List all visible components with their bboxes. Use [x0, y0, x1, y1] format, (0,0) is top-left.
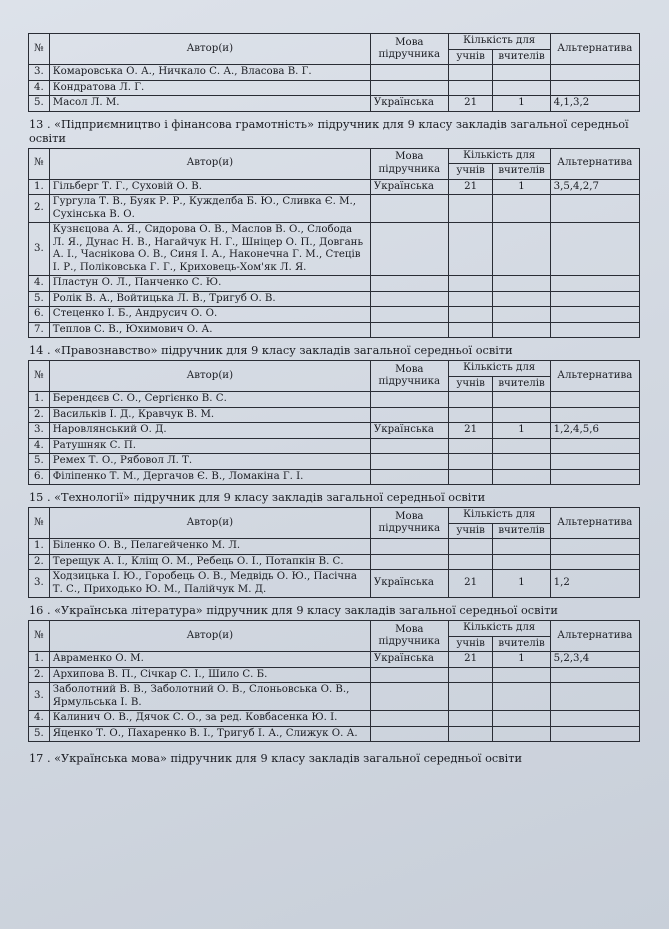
- alternative-cell: [550, 65, 639, 81]
- row-number: 5.: [29, 726, 50, 742]
- row-number: 2.: [29, 407, 50, 423]
- author-cell: Васильків І. Д., Кравчук В. М.: [49, 407, 370, 423]
- section-12-body: [29, 65, 640, 112]
- language-cell: [370, 469, 448, 485]
- students-count-cell: [448, 291, 493, 307]
- row-number: 5.: [29, 291, 50, 307]
- section-15-table: [28, 507, 640, 598]
- language-cell: [370, 223, 448, 276]
- header-teachers: вчителів: [493, 49, 550, 65]
- row-number: 2.: [29, 195, 50, 223]
- row-number: 5.: [29, 454, 50, 470]
- row-number: 1.: [29, 539, 50, 555]
- table-row: [29, 554, 640, 570]
- language-cell: [370, 392, 448, 408]
- students-count-cell: [448, 276, 493, 292]
- header-alt: Альтернатива: [550, 148, 639, 179]
- teachers-count-cell: [493, 195, 550, 223]
- alternative-cell: 4,1,3,2: [550, 96, 639, 112]
- section-14-title: 14 . «Правознавство» підручник для 9 класу закладів загальної середньої освіти: [29, 344, 513, 357]
- header-lang: Мова підручника: [370, 361, 448, 392]
- row-number: 4.: [29, 711, 50, 727]
- row-number: 3.: [29, 65, 50, 81]
- header-students: учнів: [448, 376, 493, 392]
- section-16-body: [29, 652, 640, 742]
- students-count-cell: [448, 195, 493, 223]
- students-count-cell: [448, 223, 493, 276]
- alternative-cell: [550, 539, 639, 555]
- row-number: 3.: [29, 570, 50, 598]
- row-number: 1.: [29, 652, 50, 668]
- author-cell: Терещук А. І., Кліщ О. М., Ребець О. І., Потапкін В. С.: [49, 554, 370, 570]
- row-number: 6.: [29, 469, 50, 485]
- students-count-cell: [448, 65, 493, 81]
- row-number: 2.: [29, 554, 50, 570]
- alternative-cell: 5,2,3,4: [550, 652, 639, 668]
- alternative-cell: [550, 454, 639, 470]
- language-cell: [370, 454, 448, 470]
- alternative-cell: [550, 276, 639, 292]
- teachers-count-cell: 1: [493, 423, 550, 439]
- row-number: 5.: [29, 96, 50, 112]
- section-15-title: 15 . «Технології» підручник для 9 класу закладів загальної середньої освіти: [29, 491, 486, 504]
- header-alt: Альтернатива: [550, 34, 639, 65]
- language-cell: [370, 554, 448, 570]
- teachers-count-cell: [493, 276, 550, 292]
- teachers-count-cell: 1: [493, 96, 550, 112]
- alternative-cell: [550, 223, 639, 276]
- header-num: №: [29, 621, 50, 652]
- table-row: [29, 438, 640, 454]
- alternative-cell: [550, 392, 639, 408]
- author-cell: Калинич О. В., Дячок С. О., за ред. Ковбасенка Ю. І.: [49, 711, 370, 727]
- language-cell: [370, 667, 448, 683]
- header-lang: Мова підручника: [370, 621, 448, 652]
- header-author: Автор(и): [49, 508, 370, 539]
- header-teachers: вчителів: [493, 636, 550, 652]
- author-cell: Біленко О. В., Пелагейченко М. Л.: [49, 539, 370, 555]
- table-row: [29, 667, 640, 683]
- teachers-count-cell: [493, 80, 550, 96]
- author-cell: Кондратова Л. Г.: [49, 80, 370, 96]
- row-number: 7.: [29, 322, 50, 338]
- author-cell: Ратушняк С. П.: [49, 438, 370, 454]
- author-cell: Гільберг Т. Г., Суховій О. В.: [49, 179, 370, 195]
- author-cell: Берендєєв С. О., Сергієнко В. С.: [49, 392, 370, 408]
- alternative-cell: [550, 291, 639, 307]
- students-count-cell: [448, 392, 493, 408]
- table-row: [29, 683, 640, 711]
- document-content: [28, 33, 642, 768]
- author-cell: Комаровська О. А., Ничкало С. А., Власова В. Г.: [49, 65, 370, 81]
- alternative-cell: [550, 307, 639, 323]
- table-header: [29, 621, 640, 652]
- table-row: [29, 407, 640, 423]
- language-cell: [370, 711, 448, 727]
- students-count-cell: [448, 539, 493, 555]
- section-16-title: 16 . «Українська література» підручник для 9 класу закладів загальної середньої освіти: [29, 604, 558, 617]
- language-cell: [370, 65, 448, 81]
- table-row: [29, 469, 640, 485]
- students-count-cell: [448, 554, 493, 570]
- section-13-title: 13 . «Підприємництво і фінансова грамотність» підручник для 9 класу закладів загальної середньої освіти: [29, 117, 629, 145]
- header-num: №: [29, 508, 50, 539]
- header-students: учнів: [448, 49, 493, 65]
- header-teachers: вчителів: [493, 164, 550, 180]
- language-cell: Українська: [370, 96, 448, 112]
- header-author: Автор(и): [49, 148, 370, 179]
- students-count-cell: [448, 322, 493, 338]
- author-cell: Теплов С. В., Юхимович О. А.: [49, 322, 370, 338]
- header-count: Кількість для: [448, 34, 550, 50]
- language-cell: [370, 438, 448, 454]
- students-count-cell: 21: [448, 652, 493, 668]
- header-count: Кількість для: [448, 361, 550, 377]
- teachers-count-cell: [493, 291, 550, 307]
- header-lang: Мова підручника: [370, 508, 448, 539]
- language-cell: [370, 683, 448, 711]
- table-row: [29, 392, 640, 408]
- students-count-cell: [448, 711, 493, 727]
- section-13-body: [29, 179, 640, 338]
- students-count-cell: [448, 683, 493, 711]
- students-count-cell: 21: [448, 179, 493, 195]
- table-header: [29, 34, 640, 65]
- alternative-cell: 1,2: [550, 570, 639, 598]
- header-author: Автор(и): [49, 34, 370, 65]
- language-cell: [370, 276, 448, 292]
- alternative-cell: [550, 438, 639, 454]
- table-row: [29, 195, 640, 223]
- header-teachers: вчителів: [493, 376, 550, 392]
- language-cell: Українська: [370, 423, 448, 439]
- author-cell: Ремех Т. О., Рябовол Л. Т.: [49, 454, 370, 470]
- students-count-cell: [448, 726, 493, 742]
- header-author: Автор(и): [49, 621, 370, 652]
- alternative-cell: [550, 711, 639, 727]
- header-lang: Мова підручника: [370, 148, 448, 179]
- alternative-cell: [550, 683, 639, 711]
- header-num: №: [29, 361, 50, 392]
- table-row: [29, 539, 640, 555]
- row-number: 4.: [29, 276, 50, 292]
- teachers-count-cell: 1: [493, 570, 550, 598]
- students-count-cell: [448, 667, 493, 683]
- author-cell: Яценко Т. О., Пахаренко В. І., Тригуб І. А., Слижук О. А.: [49, 726, 370, 742]
- author-cell: Ходзицька І. Ю., Горобець О. В., Медвідь О. Ю., Пасічна Т. С., Приходько Ю. М., Палійчук М. Д.: [49, 570, 370, 598]
- row-number: 3.: [29, 683, 50, 711]
- language-cell: [370, 195, 448, 223]
- table-row: [29, 307, 640, 323]
- section-15-body: [29, 539, 640, 598]
- header-students: учнів: [448, 164, 493, 180]
- teachers-count-cell: [493, 322, 550, 338]
- language-cell: [370, 726, 448, 742]
- table-row: [29, 322, 640, 338]
- author-cell: Філіпенко Т. М., Дергачов Є. В., Ломакіна Г. І.: [49, 469, 370, 485]
- students-count-cell: 21: [448, 96, 493, 112]
- students-count-cell: [448, 469, 493, 485]
- author-cell: Наровлянський О. Д.: [49, 423, 370, 439]
- students-count-cell: [448, 307, 493, 323]
- alternative-cell: [550, 554, 639, 570]
- alternative-cell: [550, 407, 639, 423]
- row-number: 3.: [29, 223, 50, 276]
- table-row: [29, 96, 640, 112]
- author-cell: Заболотний В. В., Заболотний О. В., Слоньовська О. В., Ярмульська І. В.: [49, 683, 370, 711]
- table-row: [29, 276, 640, 292]
- header-students: учнів: [448, 523, 493, 539]
- teachers-count-cell: [493, 711, 550, 727]
- table-header: [29, 148, 640, 179]
- author-cell: Авраменко О. М.: [49, 652, 370, 668]
- header-lang: Мова підручника: [370, 34, 448, 65]
- header-count: Кількість для: [448, 508, 550, 524]
- section-17-title: 17 . «Українська мова» підручник для 9 класу закладів загальної середньої освіти: [29, 752, 523, 765]
- language-cell: Українська: [370, 570, 448, 598]
- author-cell: Пластун О. Л., Панченко С. Ю.: [49, 276, 370, 292]
- table-row: [29, 423, 640, 439]
- table-row: [29, 454, 640, 470]
- language-cell: [370, 407, 448, 423]
- teachers-count-cell: [493, 469, 550, 485]
- alternative-cell: 3,5,4,2,7: [550, 179, 639, 195]
- teachers-count-cell: [493, 223, 550, 276]
- language-cell: Українська: [370, 652, 448, 668]
- header-count: Кількість для: [448, 621, 550, 637]
- alternative-cell: [550, 469, 639, 485]
- row-number: 2.: [29, 667, 50, 683]
- teachers-count-cell: [493, 454, 550, 470]
- author-cell: Масол Л. М.: [49, 96, 370, 112]
- section-14-table: [28, 360, 640, 485]
- alternative-cell: [550, 322, 639, 338]
- table-row: [29, 179, 640, 195]
- table-row: [29, 80, 640, 96]
- header-alt: Альтернатива: [550, 361, 639, 392]
- author-cell: Кузнєцова А. Я., Сидорова О. В., Маслов В. О., Слобода Л. Я., Дунас Н. В., Нагайчук Н. Г., Шніцер О. П., Довгань А. І., Часнікова О. В., Синя І. А., Наконечна Г. М., Стеців І. Р., Поліковська Г. Г., Криховець-Хом'як Л. Я.: [49, 223, 370, 276]
- section-13-table: [28, 148, 640, 339]
- teachers-count-cell: [493, 65, 550, 81]
- author-cell: Архипова В. П., Січкар С. І., Шило С. Б.: [49, 667, 370, 683]
- students-count-cell: [448, 454, 493, 470]
- teachers-count-cell: [493, 726, 550, 742]
- section-14-body: [29, 392, 640, 485]
- teachers-count-cell: [493, 683, 550, 711]
- alternative-cell: [550, 726, 639, 742]
- header-alt: Альтернатива: [550, 508, 639, 539]
- table-header: [29, 508, 640, 539]
- language-cell: [370, 322, 448, 338]
- table-header: [29, 361, 640, 392]
- language-cell: [370, 539, 448, 555]
- header-count: Кількість для: [448, 148, 550, 164]
- teachers-count-cell: [493, 438, 550, 454]
- alternative-cell: [550, 195, 639, 223]
- students-count-cell: [448, 407, 493, 423]
- author-cell: Ролік В. А., Войтицька Л. В., Тригуб О. В.: [49, 291, 370, 307]
- header-students: учнів: [448, 636, 493, 652]
- alternative-cell: 1,2,4,5,6: [550, 423, 639, 439]
- header-author: Автор(и): [49, 361, 370, 392]
- table-row: [29, 711, 640, 727]
- row-number: 6.: [29, 307, 50, 323]
- students-count-cell: [448, 438, 493, 454]
- alternative-cell: [550, 667, 639, 683]
- students-count-cell: [448, 80, 493, 96]
- author-cell: Стеценко І. Б., Андрусич О. О.: [49, 307, 370, 323]
- teachers-count-cell: [493, 407, 550, 423]
- table-row: [29, 291, 640, 307]
- table-row: [29, 65, 640, 81]
- teachers-count-cell: [493, 392, 550, 408]
- header-teachers: вчителів: [493, 523, 550, 539]
- row-number: 4.: [29, 438, 50, 454]
- table-row: [29, 223, 640, 276]
- row-number: 1.: [29, 392, 50, 408]
- section-12-table: [28, 33, 640, 112]
- teachers-count-cell: [493, 539, 550, 555]
- teachers-count-cell: [493, 554, 550, 570]
- table-row: [29, 570, 640, 598]
- row-number: 4.: [29, 80, 50, 96]
- students-count-cell: 21: [448, 423, 493, 439]
- teachers-count-cell: 1: [493, 179, 550, 195]
- table-row: [29, 652, 640, 668]
- teachers-count-cell: 1: [493, 652, 550, 668]
- author-cell: Гургула Т. В., Буяк Р. Р., Кужделба Б. Ю., Сливка Є. М., Сухінська В. О.: [49, 195, 370, 223]
- language-cell: Українська: [370, 179, 448, 195]
- teachers-count-cell: [493, 667, 550, 683]
- row-number: 1.: [29, 179, 50, 195]
- row-number: 3.: [29, 423, 50, 439]
- language-cell: [370, 307, 448, 323]
- students-count-cell: 21: [448, 570, 493, 598]
- alternative-cell: [550, 80, 639, 96]
- header-num: №: [29, 148, 50, 179]
- header-num: №: [29, 34, 50, 65]
- header-alt: Альтернатива: [550, 621, 639, 652]
- language-cell: [370, 291, 448, 307]
- language-cell: [370, 80, 448, 96]
- table-row: [29, 726, 640, 742]
- section-16-table: [28, 620, 640, 742]
- teachers-count-cell: [493, 307, 550, 323]
